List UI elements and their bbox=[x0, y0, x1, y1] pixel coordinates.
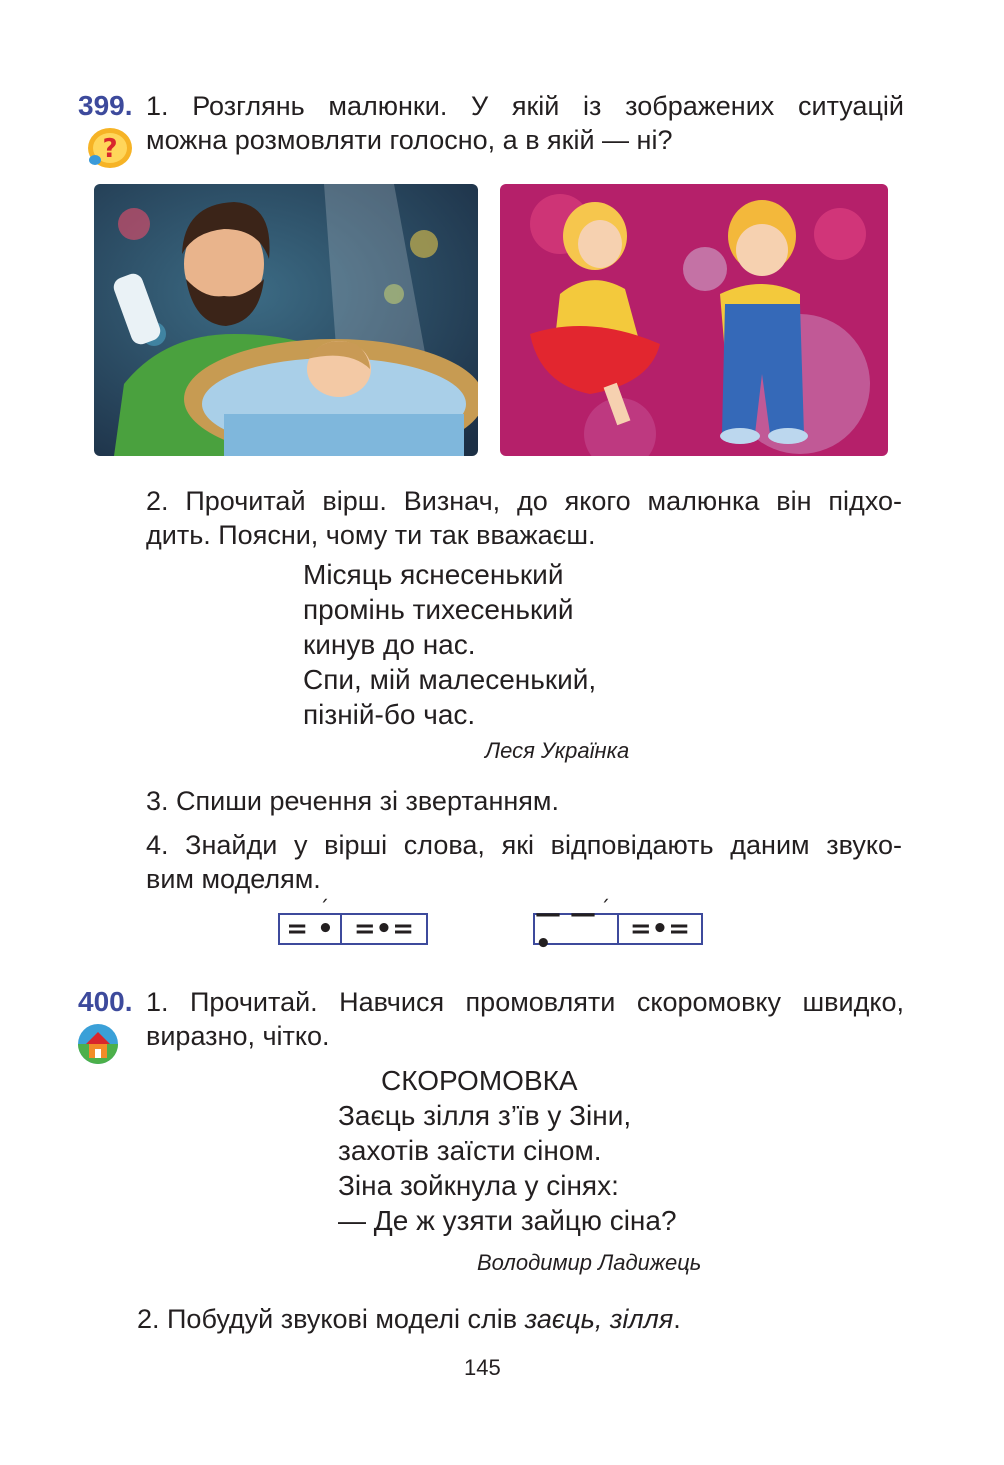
poem-line: Заєць зілля з’їв у Зіни, bbox=[338, 1100, 632, 1131]
poem-line: захотів заїсти сіном. bbox=[338, 1135, 602, 1166]
ex400-poem bbox=[338, 1098, 677, 1238]
ex399-task3: 3. Спиши речення зі звертанням. bbox=[146, 786, 559, 816]
poem-line: — Де ж узяти зайцю сіна? bbox=[338, 1205, 677, 1236]
svg-text:?: ? bbox=[102, 134, 118, 164]
poem-line: Зіна зойкнула у сінях: bbox=[338, 1170, 619, 1201]
ex400-task2 bbox=[137, 1302, 681, 1336]
ex399-task2-line2: дить. Поясни, чому ти так вважаєш. bbox=[146, 520, 596, 550]
sound-model-syllable: =•= bbox=[353, 914, 415, 944]
ex400-task1-line2: виразно, чітко. bbox=[146, 1021, 330, 1051]
question-mark-icon bbox=[86, 126, 134, 170]
sound-model-syllable: = • bbox=[280, 915, 342, 943]
stress-mark: ˊ bbox=[600, 896, 610, 920]
ex400-task2-prefix: 2. Побудуй звукові моделі слів bbox=[137, 1304, 525, 1334]
poem-line: пізній-бо час. bbox=[303, 699, 476, 730]
ex400-poem-author: Володимир Ладижець bbox=[477, 1250, 702, 1275]
ex400-task1-line1: 1. Прочитай. Навчися промовляти скоромовку швидко, bbox=[146, 987, 904, 1017]
exercise-number-400: 400. bbox=[78, 986, 133, 1017]
ex400-task2-words: заєць, зілля bbox=[524, 1304, 674, 1334]
sound-model-syllable: =•= bbox=[629, 914, 691, 944]
ex399-task4-line1: 4. Знайди у вірші слова, які відповідають даним звуко- bbox=[146, 830, 902, 860]
illustration-dancing-children bbox=[500, 184, 888, 456]
stress-mark: ˊ bbox=[319, 896, 329, 920]
ex399-task2-line1: 2. Прочитай вірш. Визнач, до якого малюнка він підхо- bbox=[146, 486, 902, 516]
illustration-father-baby bbox=[94, 184, 478, 456]
ex399-task4-line2: вим моделям. bbox=[146, 864, 321, 894]
poem-line: Місяць яснесенький bbox=[303, 559, 564, 590]
ex400-task2-suffix: . bbox=[673, 1304, 681, 1334]
sound-model-syllable: — — • bbox=[535, 915, 619, 943]
poem-line: кинув до нас. bbox=[303, 629, 476, 660]
ex400-poem-title: СКОРОМОВКА bbox=[381, 1065, 578, 1096]
page-number: 145 bbox=[464, 1355, 501, 1380]
ex399-poem-author: Леся Українка bbox=[485, 738, 630, 763]
poem-line: промінь тихесенький bbox=[303, 594, 574, 625]
exercise-number-399: 399. bbox=[78, 90, 133, 121]
house-icon bbox=[76, 1022, 120, 1066]
poem-line: Спи, мій малесенький, bbox=[303, 664, 597, 695]
sound-model-2 bbox=[533, 899, 703, 959]
ex399-task1-line1: 1. Розглянь малюнки. У якій із зображених ситуацій bbox=[146, 91, 904, 121]
sound-model-1 bbox=[278, 913, 428, 945]
ex399-poem bbox=[303, 557, 596, 732]
ex399-task1-line2: можна розмовляти голосно, а в якій — ні? bbox=[146, 125, 673, 155]
